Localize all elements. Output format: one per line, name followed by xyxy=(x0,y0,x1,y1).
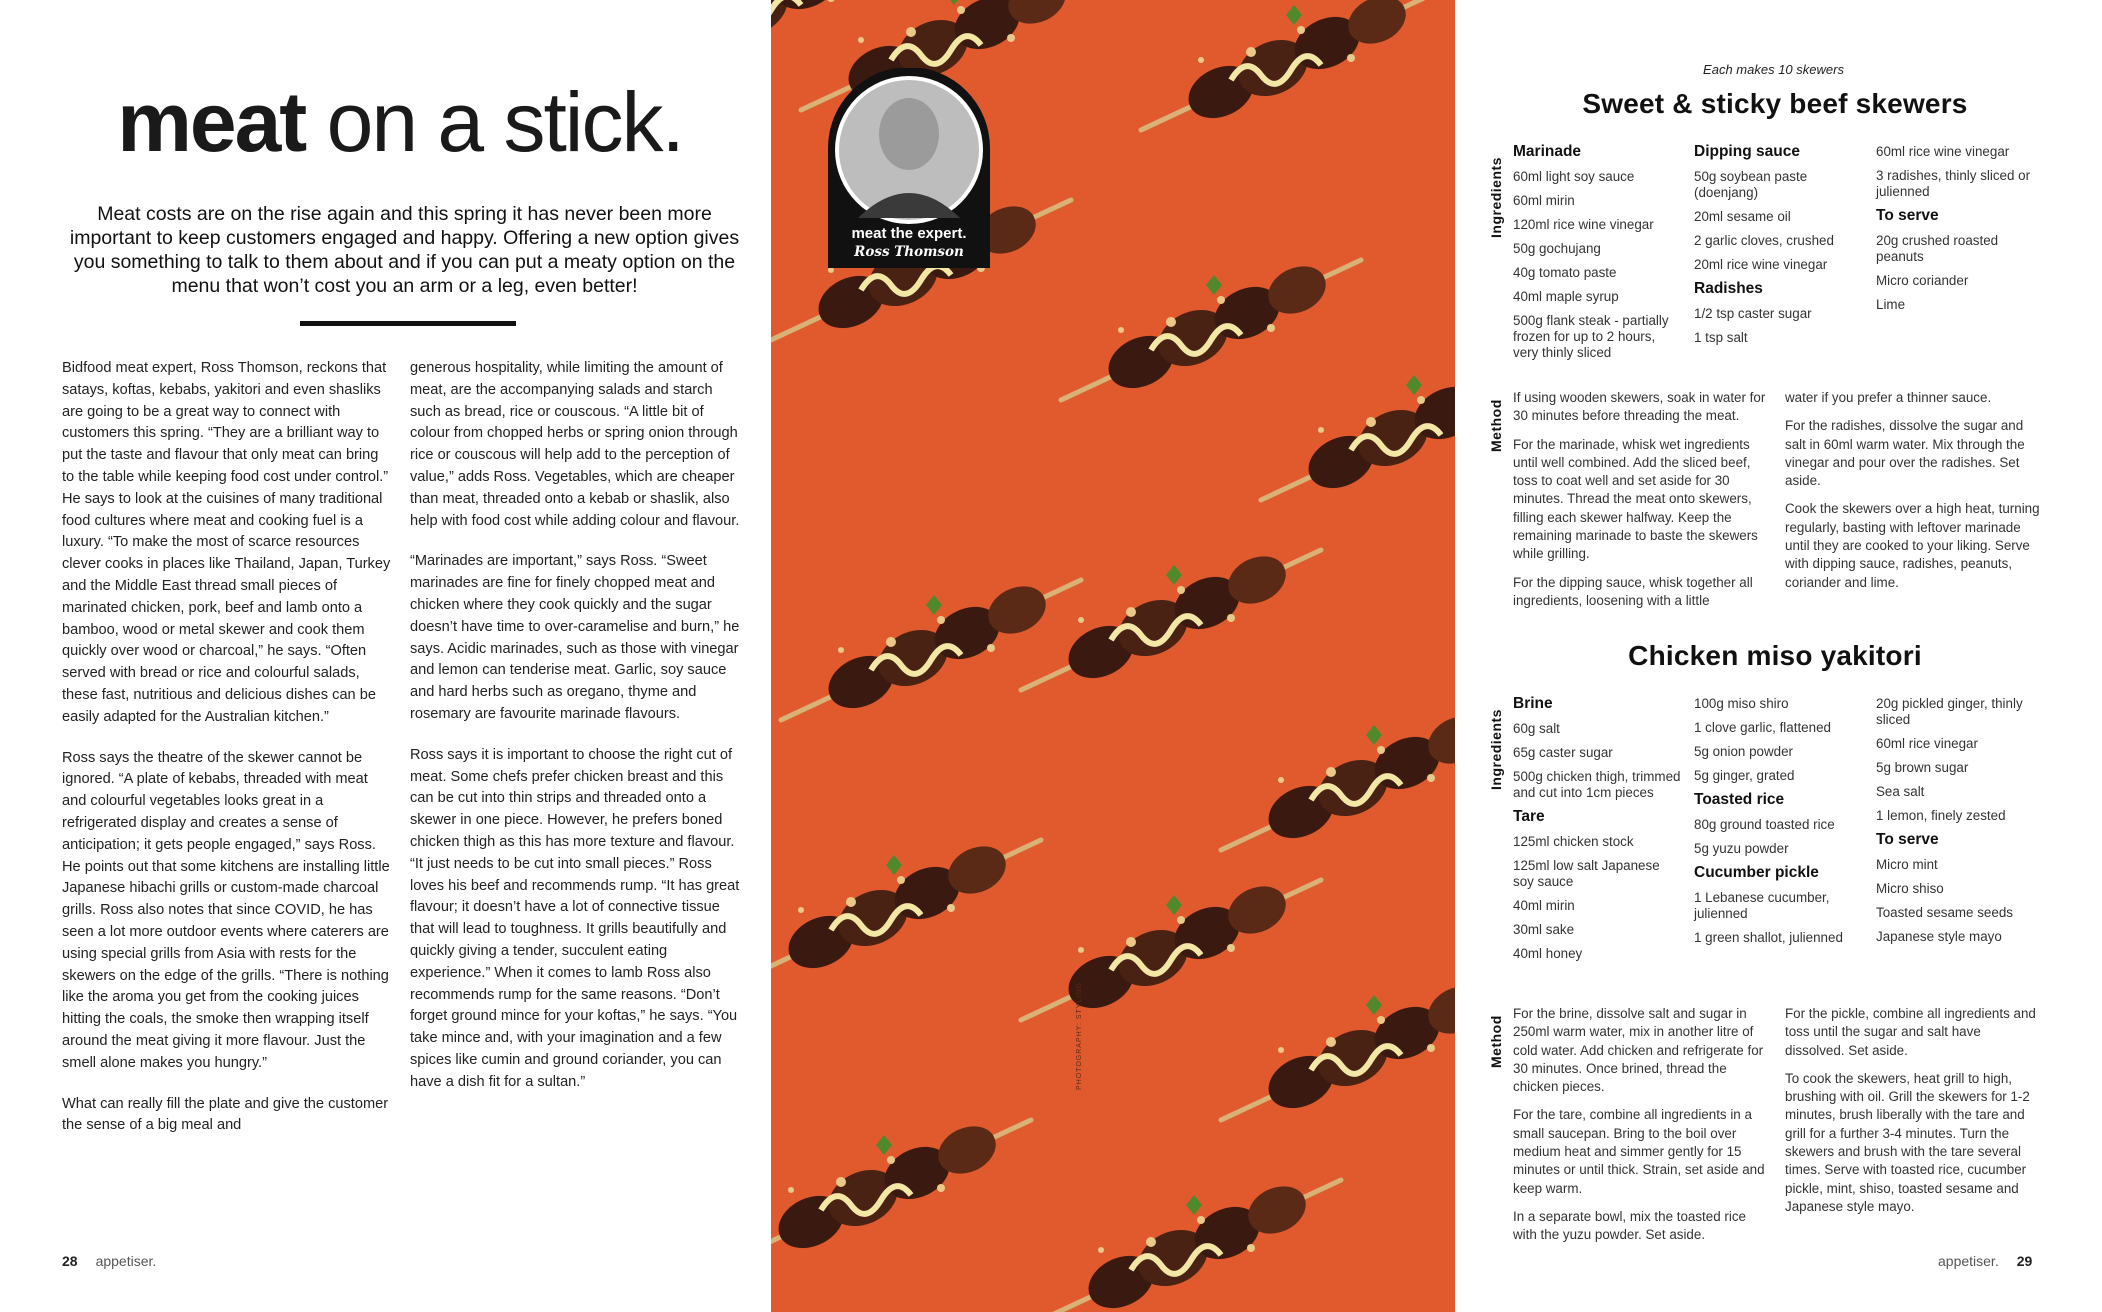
method-step: For the pickle, combine all ingredients and toss until the sugar and salt have dissolved. Set aside. xyxy=(1785,1006,2036,1058)
chicken-ingredients-col-1 xyxy=(1513,694,1683,970)
ingredient-heading: Radishes xyxy=(1694,280,1763,297)
ingredient-item: 125ml chicken stock xyxy=(1513,834,1634,849)
body-column-1 xyxy=(62,358,392,1156)
beef-ingredients-col-1 xyxy=(1513,142,1683,369)
ingredient-item: 120ml rice wine vinegar xyxy=(1513,217,1654,232)
body-column-2 xyxy=(410,358,746,1113)
ingredient-item: Micro mint xyxy=(1876,857,1938,872)
folio-right xyxy=(1938,1253,2032,1269)
ingredient-item: Toasted sesame seeds xyxy=(1876,905,2013,920)
ingredient-heading: To serve xyxy=(1876,207,1939,224)
ingredient-item: 20ml rice wine vinegar xyxy=(1694,257,1828,272)
ingredient-item: 60ml rice wine vinegar xyxy=(1876,144,2010,159)
ingredient-item: 1 lemon, finely zested xyxy=(1876,808,2006,823)
beef-method-col-2 xyxy=(1785,389,2040,602)
ingredients-label: Ingredients xyxy=(1488,709,1504,790)
method-step: For the dipping sauce, whisk together all ingredients, loosening with a little xyxy=(1513,574,1753,608)
ingredient-item: 60ml light soy sauce xyxy=(1513,169,1635,184)
standfirst: Meat costs are on the rise again and this spring it has never been more important to keep customers engaged and happy. Offering a new option gives you something to talk to them about and if you can put a meaty option on the menu that won’t cost you an arm or a leg, even better! xyxy=(69,203,740,297)
photo-credit: PHOTOGRAPHY: STYLING xyxy=(1076,982,1083,1090)
ingredient-heading: Marinade xyxy=(1513,143,1582,160)
ingredient-item: 50g soybean paste (doenjang) xyxy=(1694,169,1808,200)
ingredient-item: 1 green shallot, julienned xyxy=(1694,930,1843,945)
ingredient-item: 65g caster sugar xyxy=(1513,745,1613,760)
ingredient-item: 1 tsp salt xyxy=(1694,330,1748,345)
headline xyxy=(0,75,800,169)
ingredient-item: 20g crushed roasted peanuts xyxy=(1876,233,1999,264)
body-paragraph: generous hospitality, while limiting the amount of meat, are the accompanying salads and starch such as bread, rice or couscous. “A little bit of colour from chopped herbs or spring onion through rice or couscous will help add to the perception of value,” adds Ross. Vegetables, which are cheaper than meat, threaded onto a kebab or shaslik, also help with food cost while adding colour and flavour. xyxy=(410,360,740,529)
chicken-ingredients-col-3 xyxy=(1876,694,2036,953)
ingredient-heading: Brine xyxy=(1513,695,1553,712)
body-paragraph: Bidfood meat expert, Ross Thomson, reckons that satays, koftas, kebabs, yakitori and even shasliks are going to be a great way to connect with customers this spring. “They are a brilliant way to put the taste and flavour that only meat can bring to the table while keeping food cost under control.” He says to look at the cuisines of many traditional food cultures where meat and cooking fuel is a luxury. “To make the most of scarce resources clever cooks in places like Thailand, Japan, Turkey and the Middle East thread small pieces of marinated chicken, pork, beef and lamb onto a bamboo, wood or metal skewer and cook them quickly over wood or charcoal,” he says. “Often served with bread or rice and colourful salads, these fast, nutritious and delicious dishes can be easily adapted for the Australian kitchen.” xyxy=(62,360,391,725)
method-step: water if you prefer a thinner sauce. xyxy=(1785,390,1992,405)
beef-ingredients-col-3 xyxy=(1876,142,2036,321)
ingredient-item: 1 clove garlic, flattened xyxy=(1694,720,1831,735)
ingredient-item: 40ml mirin xyxy=(1513,898,1575,913)
beef-ingredients-col-2 xyxy=(1694,142,1859,354)
ingredient-item: 20g pickled ginger, thinly sliced xyxy=(1876,696,2023,727)
ingredient-item: 3 radishes, thinly sliced or julienned xyxy=(1876,168,2031,199)
page-number: 29 xyxy=(2016,1253,2033,1269)
ingredient-item: 1/2 tsp caster sugar xyxy=(1694,306,1812,321)
ingredients-label: Ingredients xyxy=(1488,157,1504,238)
method-step: For the brine, dissolve salt and sugar in 250ml warm water, mix in another litre of cold water. Add chicken and refrigerate for 30 minutes. Once brined, thread the chicken pieces. xyxy=(1513,1006,1764,1095)
method-label: Method xyxy=(1488,1015,1504,1068)
headline-light: on a stick. xyxy=(326,75,683,169)
method-step: Cook the skewers over a high heat, turning regularly, basting with leftover marinade until they are cooked to your liking. Serve with dipping sauce, radishes, peanuts, coriander and lime. xyxy=(1785,501,2040,590)
ingredient-item: 60g salt xyxy=(1513,721,1560,736)
publication-name: appetiser. xyxy=(95,1253,157,1269)
ingredient-item: 5g onion powder xyxy=(1694,744,1794,759)
ingredient-item: 5g ginger, grated xyxy=(1694,768,1795,783)
body-paragraph: Ross says the theatre of the skewer cannot be ignored. “A plate of kebabs, threaded with meat and colourful vegetables looks great in a refrigerated display and creates a sense of anticipation; it gets people engaged,” says Ross. He points out that some kitchens are installing little Japanese hibachi grills or custom-made charcoal grills. Ross also notes that since COVID, he has seen a lot more outdoor events where caterers are using special grills from Asia with rests for the skewers on the edge of the grills. “There is nothing like the aroma you get from the cooking juices hitting the coals, the smoke then wrapping itself around the meat giving it more flavour. Just the smell alone makes you hungry.” xyxy=(62,749,390,1071)
ingredient-item: 500g flank steak - partially frozen for up to 2 hours, very thinly sliced xyxy=(1513,313,1669,360)
ingredient-heading: Tare xyxy=(1513,808,1545,825)
chicken-ingredients-col-2 xyxy=(1694,694,1859,954)
ingredient-heading: Toasted rice xyxy=(1694,791,1785,808)
folio-left xyxy=(62,1253,156,1269)
ingredient-heading: Cucumber pickle xyxy=(1694,864,1819,881)
recipe-title-beef: Sweet & sticky beef skewers xyxy=(1582,88,1968,119)
method-step: In a separate bowl, mix the toasted rice with the yuzu powder. Set aside. xyxy=(1513,1208,1746,1243)
ingredient-item: 40ml honey xyxy=(1513,946,1583,961)
body-paragraph: What can really fill the plate and give the customer the sense of a big meal and xyxy=(62,1095,389,1134)
ingredient-item: 50g gochujang xyxy=(1513,241,1601,256)
ingredient-item: 30ml sake xyxy=(1513,922,1575,937)
left-page xyxy=(0,0,771,1312)
recipe-yield: Each makes 10 skewers xyxy=(1703,62,1844,77)
headline-bold: meat xyxy=(117,75,306,169)
method-step: To cook the skewers, heat grill to high, brushing with oil. Grill the skewers for 1-2 minutes, brush liberally with the tare and grill for a further 3-4 minutes. Turn the skewers and brush with the tare several times. Serve with toasted rice, cucumber pickle, mint, shiso, toasted sesame and Japanese style mayo. xyxy=(1785,1070,2030,1214)
ingredient-heading: Dipping sauce xyxy=(1694,143,1800,160)
chicken-method-col-1 xyxy=(1513,1005,1771,1255)
ingredient-item: 125ml low salt Japanese soy sauce xyxy=(1513,858,1660,889)
ingredient-item: Japanese style mayo xyxy=(1876,929,2002,944)
page-number: 28 xyxy=(62,1253,78,1269)
ingredient-item: 20ml sesame oil xyxy=(1694,209,1791,224)
recipe-title-chicken: Chicken miso yakitori xyxy=(1628,640,1922,671)
body-paragraph: Ross says it is important to choose the right cut of meat. Some chefs prefer chicken breast and this can be cut into thin strips and threaded onto a skewer in one piece. However, he prefers boned chicken thigh as this has more texture and flavour. “It just needs to be cut into small pieces.” Ross loves his beef and recommends rump. “It has great flavour; it doesn’t have a lot of connective tissue that will lead to toughness. It grills beautifully and quickly giving a tender, succulent eating experience.” When it comes to lamb Ross also recommends rump for the same reasons. “Don’t forget ground mince for your koftas,” he says. “You take mince and, with your imagination and a few spices like cumin and ground coriander, you can have a dish fit for a sultan.” xyxy=(410,746,740,1090)
ingredient-item: Micro shiso xyxy=(1876,881,1944,896)
ingredient-item: 1 Lebanese cucumber, julienned xyxy=(1694,890,1830,921)
divider-rule xyxy=(300,321,516,326)
expert-label: meat the expert. xyxy=(851,225,967,242)
ingredient-item: 60ml mirin xyxy=(1513,193,1575,208)
beef-method-col-1 xyxy=(1513,389,1771,620)
ingredient-item: Micro coriander xyxy=(1876,273,1969,288)
chicken-method-col-2 xyxy=(1785,1005,2040,1226)
method-step: For the tare, combine all ingredients in a small saucepan. Bring to the boil over medium heat and simmer gently for 15 minutes or until thick. Strain, set aside and keep warm. xyxy=(1513,1107,1765,1196)
expert-name: Ross Thomson xyxy=(854,244,964,260)
ingredient-item: 500g chicken thigh, trimmed and cut into 1cm pieces xyxy=(1513,769,1681,800)
ingredient-item: 5g yuzu powder xyxy=(1694,841,1789,856)
ingredient-item: Lime xyxy=(1876,297,1906,312)
method-step: If using wooden skewers, soak in water for 30 minutes before threading the meat. xyxy=(1513,390,1766,424)
ingredient-heading: To serve xyxy=(1876,831,1939,848)
method-step: For the marinade, whisk wet ingredients until well combined. Add the sliced beef, toss to coat well and set aside for 30 minutes. Thread the meat onto skewers, filling each skewer halfway. Keep the remaining marinade to baste the skewers while grilling. xyxy=(1513,436,1758,562)
ingredient-item: 5g brown sugar xyxy=(1876,760,1969,775)
ingredient-item: 100g miso shiro xyxy=(1694,696,1789,711)
method-label: Method xyxy=(1488,399,1504,452)
ingredient-item: Sea salt xyxy=(1876,784,1925,799)
ingredient-item: 80g ground toasted rice xyxy=(1694,817,1835,832)
ingredient-item: 40g tomato paste xyxy=(1513,265,1617,280)
ingredient-item: 2 garlic cloves, crushed xyxy=(1694,233,1834,248)
ingredient-item: 60ml rice vinegar xyxy=(1876,736,1978,751)
body-paragraph: “Marinades are important,” says Ross. “Sweet marinades are fine for finely chopped meat and chicken where they cook quickly and the sugar doesn’t have time to over-caramelise and burn,” he says. Acidic marinades, such as those with vinegar and lemon can tenderise meat. Garlic, soy sauce and hard herbs such as oregano, thyme and rosemary are favourite marinade flavours. xyxy=(410,553,740,722)
ingredient-item: 40ml maple syrup xyxy=(1513,289,1619,304)
publication-name: appetiser. xyxy=(1938,1253,1999,1269)
method-step: For the radishes, dissolve the sugar and salt in 60ml warm water. Mix through the vinegar and pour over the radishes. Set aside. xyxy=(1785,418,2025,489)
